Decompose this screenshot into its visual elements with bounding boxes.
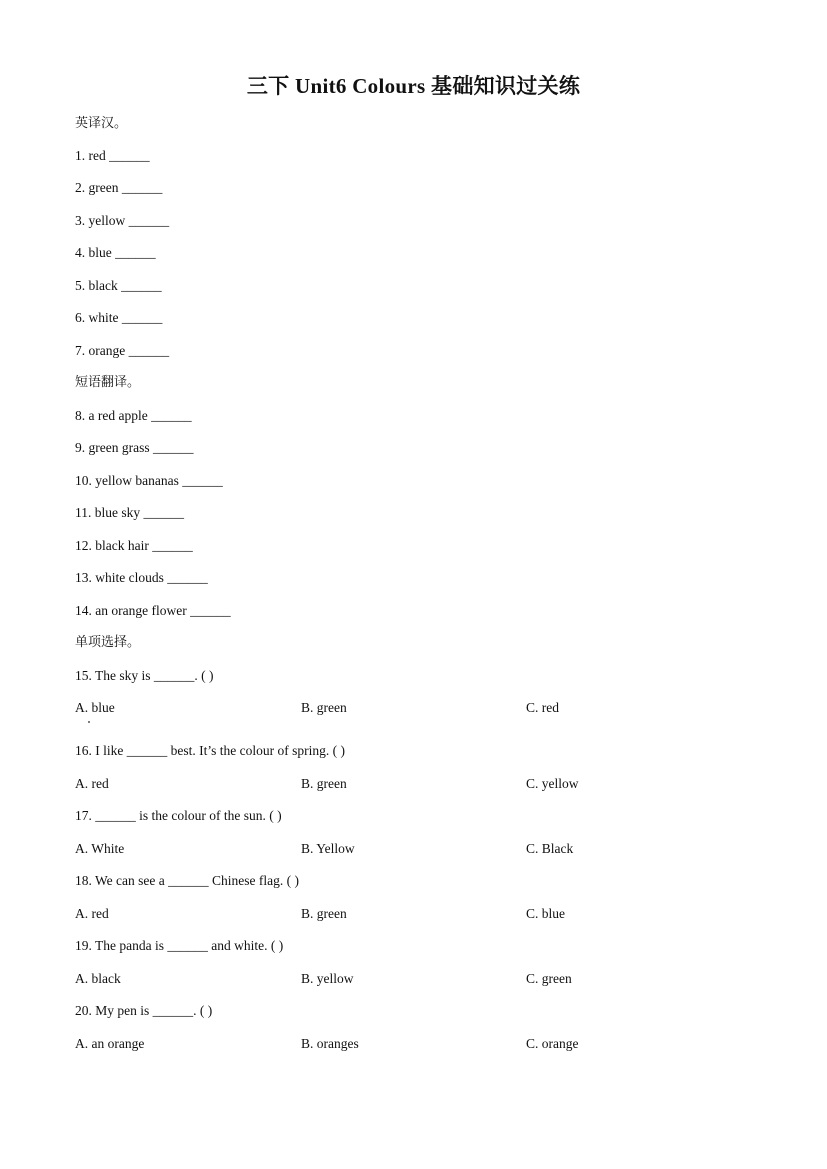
question-item: 10. yellow bananas ______ bbox=[75, 473, 223, 488]
choice-question: 18. We can see a ______ Chinese flag. ( ) bbox=[75, 873, 299, 888]
option-b: B. green bbox=[301, 776, 347, 791]
question-item: 14. an orange flower ______ bbox=[75, 603, 231, 618]
question-item: 7. orange ______ bbox=[75, 343, 170, 358]
question-item: 9. green grass ______ bbox=[75, 440, 194, 455]
option-c: C. orange bbox=[526, 1036, 579, 1051]
question-item: 2. green ______ bbox=[75, 180, 163, 195]
section-heading-translate-phrases: 短语翻译。 bbox=[75, 375, 141, 390]
question-item: 1. red ______ bbox=[75, 148, 150, 163]
question-item: 3. yellow ______ bbox=[75, 213, 170, 228]
choice-question: 17. ______ is the colour of the sun. ( ) bbox=[75, 808, 282, 823]
option-b: B. oranges bbox=[301, 1036, 359, 1051]
question-item: 13. white clouds ______ bbox=[75, 570, 208, 585]
choice-question: 20. My pen is ______. ( ) bbox=[75, 1003, 213, 1018]
choice-question: 19. The panda is ______ and white. ( ) bbox=[75, 938, 284, 953]
option-a: A. black bbox=[75, 971, 121, 986]
option-b: B. yellow bbox=[301, 971, 354, 986]
question-item: 4. blue ______ bbox=[75, 245, 156, 260]
stray-dot bbox=[88, 721, 90, 723]
question-item: 6. white ______ bbox=[75, 310, 163, 325]
section-heading-translate-words: 英译汉。 bbox=[75, 116, 128, 131]
option-a: A. White bbox=[75, 841, 125, 856]
page-title: 三下 Unit6 Colours 基础知识过关练 bbox=[246, 74, 581, 98]
section-heading-multiple-choice: 单项选择。 bbox=[75, 635, 141, 650]
option-c: C. Black bbox=[526, 841, 574, 856]
question-item: 12. black hair ______ bbox=[75, 538, 193, 553]
option-c: C. yellow bbox=[526, 776, 579, 791]
choice-question: 16. I like ______ best. It’s the colour of spring. ( ) bbox=[75, 743, 345, 758]
option-a: A. red bbox=[75, 776, 109, 791]
question-item: 11. blue sky ______ bbox=[75, 505, 184, 520]
option-b: B. green bbox=[301, 700, 347, 715]
question-item: 5. black ______ bbox=[75, 278, 162, 293]
option-c: C. blue bbox=[526, 906, 565, 921]
option-a: A. an orange bbox=[75, 1036, 145, 1051]
option-c: C. green bbox=[526, 971, 572, 986]
choice-question: 15. The sky is ______. ( ) bbox=[75, 668, 214, 683]
option-b: B. Yellow bbox=[301, 841, 355, 856]
option-b: B. green bbox=[301, 906, 347, 921]
option-c: C. red bbox=[526, 700, 559, 715]
option-a: A. red bbox=[75, 906, 109, 921]
question-item: 8. a red apple ______ bbox=[75, 408, 192, 423]
option-a: A. blue bbox=[75, 700, 115, 715]
